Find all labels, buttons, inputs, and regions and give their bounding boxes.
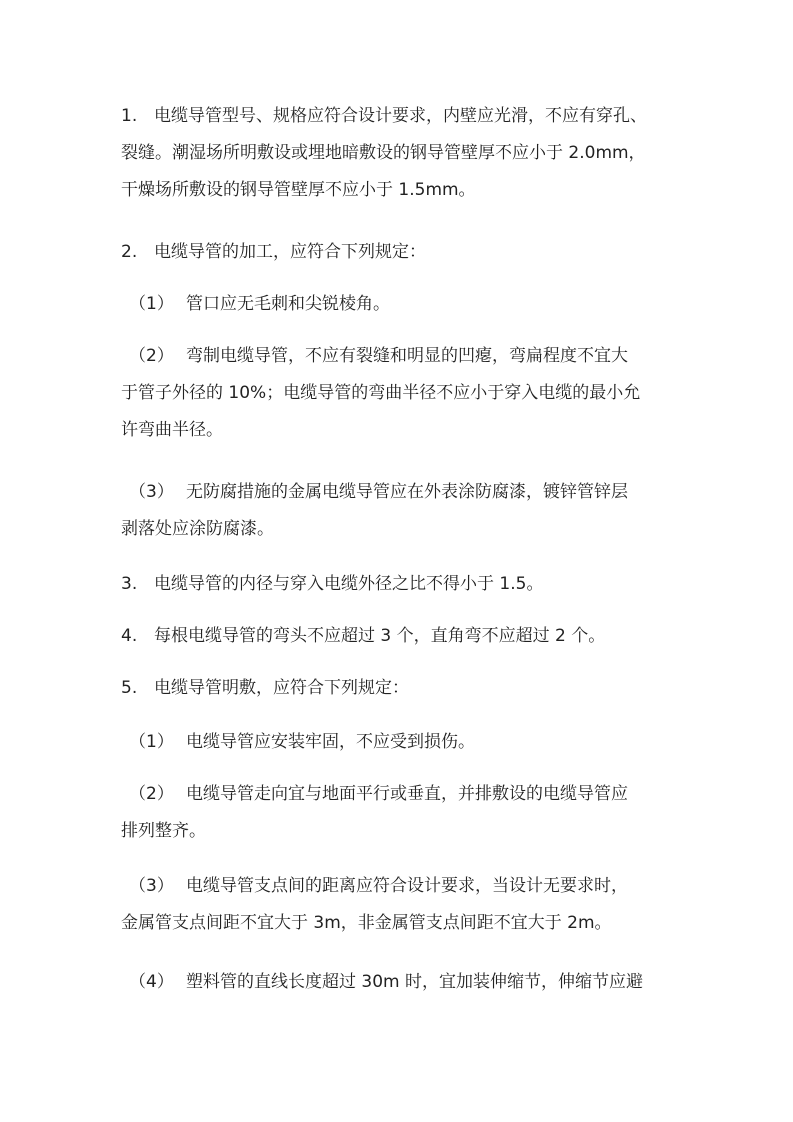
paragraph-line [121, 234, 681, 271]
paragraph-line [121, 724, 681, 761]
sub-item-5-2 [121, 776, 681, 850]
list-marker: 5. [121, 678, 138, 698]
line-text: 电缆导管明敷，应符合下列规定： [154, 678, 409, 698]
line-text: 塑料管的直线长度超过 30m 时，宜加装伸缩节，伸缩节应避 [186, 972, 643, 992]
sub-marker: （3） [129, 482, 174, 502]
paragraph-4 [121, 618, 681, 655]
line-text: 电缆导管支点间的距离应符合设计要求，当设计无要求时， [186, 876, 628, 896]
sub-item-2-1 [121, 286, 681, 323]
paragraph-line [121, 338, 681, 375]
line-text: 无防腐措施的金属电缆导管应在外表涂防腐漆，镀锌管锌层 [186, 482, 628, 502]
list-marker: 3. [121, 574, 138, 594]
paragraph-line [121, 868, 681, 905]
paragraph-1 [121, 98, 681, 209]
line-text: 电缆导管的内径与穿入电缆外径之比不得小于 1.5。 [154, 574, 544, 594]
sub-marker: （3） [129, 876, 174, 896]
paragraph-line: 排列整齐。 [121, 821, 206, 841]
paragraph-line [121, 98, 681, 135]
sub-marker: （1） [129, 294, 174, 314]
paragraph-line [121, 286, 681, 323]
sub-marker: （2） [129, 784, 174, 804]
line-text: 电缆导管应安装牢固，不应受到损伤。 [186, 732, 475, 752]
sub-marker: （4） [129, 972, 174, 992]
list-marker: 4. [121, 626, 138, 646]
list-marker: 1. [121, 106, 138, 126]
paragraph-line [121, 566, 681, 603]
paragraph-line [121, 618, 681, 655]
line-text: 管口应无毛刺和尖锐棱角。 [186, 294, 390, 314]
line-text: 电缆导管走向宜与地面平行或垂直，并排敷设的电缆导管应 [186, 784, 628, 804]
paragraph-line: 金属管支点间距不宜大于 3m，非金属管支点间距不宜大于 2m。 [121, 913, 612, 933]
paragraph-line: 剥落处应涂防腐漆。 [121, 519, 274, 539]
sub-item-5-4 [121, 964, 681, 1001]
list-marker: 2. [121, 242, 138, 262]
sub-item-5-3 [121, 868, 681, 942]
paragraph-line: 裂缝。潮湿场所明敷设或埋地暗敷设的钢导管壁厚不应小于 2.0mm， [121, 143, 646, 163]
paragraph-line: 干燥场所敷设的钢导管壁厚不应小于 1.5mm。 [121, 180, 476, 200]
paragraph-2 [121, 234, 681, 271]
line-text: 电缆导管型号、规格应符合设计要求，内壁应光滑，不应有穿孔、 [154, 106, 647, 126]
sub-marker: （2） [129, 346, 174, 366]
paragraph-line [121, 964, 681, 1001]
paragraph-line: 于管子外径的 10%；电缆导管的弯曲半径不应小于穿入电缆的最小允 [121, 383, 641, 403]
sub-item-2-3 [121, 474, 681, 548]
line-text: 每根电缆导管的弯头不应超过 3 个，直角弯不应超过 2 个。 [154, 626, 606, 646]
paragraph-line [121, 670, 681, 707]
sub-marker: （1） [129, 732, 174, 752]
sub-item-2-2 [121, 338, 681, 449]
sub-item-5-1 [121, 724, 681, 761]
paragraph-3 [121, 566, 681, 603]
paragraph-line: 许弯曲半径。 [121, 420, 223, 440]
line-text: 电缆导管的加工，应符合下列规定： [154, 242, 426, 262]
paragraph-line [121, 776, 681, 813]
paragraph-line [121, 474, 681, 511]
paragraph-5 [121, 670, 681, 707]
line-text: 弯制电缆导管，不应有裂缝和明显的凹瘪，弯扁程度不宜大 [186, 346, 628, 366]
